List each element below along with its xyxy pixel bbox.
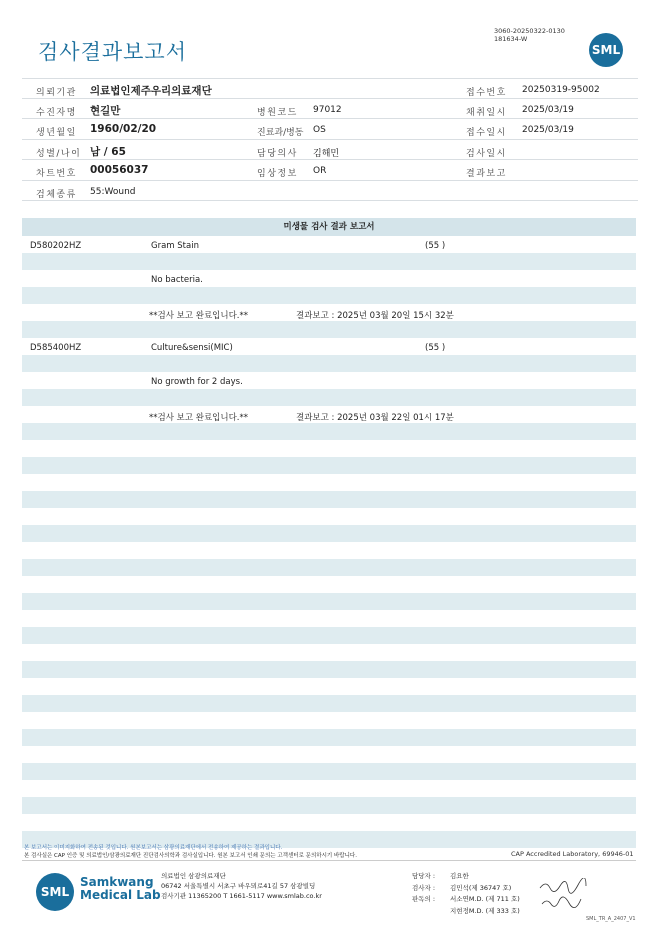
collect-date-label: 채취일시 [466, 107, 507, 118]
row-stripe [22, 627, 636, 644]
test-report-time: 결과보고 : 2025년 03월 22일 01시 17분 [296, 413, 454, 423]
dept: OS [313, 125, 326, 135]
doctor: 김해민 [313, 148, 340, 159]
receipt-date: 2025/03/19 [522, 125, 574, 135]
patient-name: 현길만 [90, 104, 121, 117]
row-stripe [22, 389, 636, 406]
row-stripe [22, 797, 636, 814]
footer-note: 본 보고서는 이미지화하여 전송된 것입니다. 원본보고서는 삼광의료재단에서 전송하여 제공하는 결과입니다. [24, 845, 283, 851]
test-code: D585400HZ [30, 343, 82, 353]
test-specimen: (55 ) [425, 343, 446, 353]
result-report-label: 결과보고 [466, 169, 507, 179]
staff-row [412, 894, 520, 906]
test-name: Culture&sensi(MIC) [151, 343, 233, 353]
info-row [22, 78, 638, 99]
lab-org: 의료법인 삼광의료재단 [161, 872, 226, 880]
sex-age-label: 성별/나이 [36, 148, 82, 159]
row-stripe [22, 423, 636, 440]
row-stripe [22, 729, 636, 746]
row-stripe [22, 491, 636, 508]
row-stripe [22, 457, 636, 474]
sml-logo: SML [589, 33, 623, 67]
row-stripe [22, 525, 636, 542]
form-id: SML_TR_A_2407_V1 [586, 916, 636, 922]
row-stripe [22, 559, 636, 576]
test-complete: **검사 보고 완료입니다.** [149, 311, 249, 321]
requesting-org-label: 의뢰기관 [36, 88, 77, 98]
collect-date: 2025/03/19 [522, 104, 574, 115]
test-complete: **검사 보고 완료입니다.** [149, 413, 249, 423]
test-name: Gram Stain [151, 241, 199, 251]
document-id-line2: 181634-W [494, 35, 528, 43]
test-report-time: 결과보고 : 2025년 03월 20일 15시 32분 [296, 311, 454, 321]
document-id [494, 27, 565, 43]
row-stripe [22, 593, 636, 610]
staff-label: 판독의 : [412, 895, 436, 903]
hospital-code-label: 병원코드 [257, 107, 298, 118]
row-stripe [22, 661, 636, 678]
specimen: 55:Wound [90, 186, 136, 197]
staff-label: 검사자 : [412, 883, 436, 892]
patient-label: 수진자명 [36, 107, 77, 118]
sex-age: 남 / 65 [90, 145, 126, 158]
hospital-code: 97012 [313, 104, 342, 115]
staff-value: 지현정M.D. (제 333 호) [450, 906, 520, 915]
staff-row [412, 883, 520, 895]
specimen-label: 검체종류 [36, 189, 77, 200]
report-title: 검사결과보고서 [38, 40, 188, 64]
row-stripe [22, 253, 636, 270]
info-row [22, 119, 638, 140]
footer-divider [22, 860, 636, 861]
test-result: No bacteria. [151, 275, 203, 285]
staff-value: 김요한 [450, 872, 469, 880]
info-row [22, 99, 638, 120]
lab-street: 06742 서울특별시 서초구 바우뫼로41길 57 삼광빌딩 [161, 882, 316, 890]
clinical-label: 임상정보 [257, 169, 298, 179]
dept-label: 진료과/병동 [257, 128, 304, 138]
staff-row [412, 906, 520, 918]
lab-address [161, 871, 322, 901]
brand-line: Medical Lab [80, 888, 161, 902]
brand-line: Samkwang [80, 875, 154, 889]
staff-row [412, 871, 520, 883]
staff-value: 서소연M.D. (제 711 호) [450, 895, 520, 903]
staff-value: 김민석(제 36747 호) [450, 883, 512, 892]
receipt-date-label: 접수일시 [466, 128, 507, 138]
exam-date-label: 검사일시 [466, 148, 507, 159]
row-stripe [22, 321, 636, 338]
staff-list [412, 871, 520, 917]
dob: 1960/02/20 [90, 123, 157, 135]
brand-name [80, 876, 161, 902]
receipt-no-label: 접수번호 [466, 88, 507, 98]
document-id-line1: 3060-20250322-0130 [494, 27, 565, 35]
doctor-label: 담당의사 [257, 148, 298, 159]
row-stripe [22, 763, 636, 780]
row-stripe [22, 355, 636, 372]
signature-image [538, 878, 588, 910]
row-stripe [22, 695, 636, 712]
footer-note: 본 검사실은 CAP 인증 및 의료법인/삼광의료재단 진단검사의학과 검사실입니다. 원본 보고서 인쇄 문의는 고객센터로 문의하시기 바랍니다. [24, 853, 357, 859]
test-result: No growth for 2 days. [151, 377, 243, 387]
clinical-info: OR [313, 166, 327, 176]
test-specimen: (55 ) [425, 241, 446, 251]
chart-no-label: 차트번호 [36, 169, 77, 179]
staff-label: 담당자 : [412, 872, 436, 880]
dob-label: 생년월일 [36, 128, 77, 138]
test-code: D580202HZ [30, 241, 82, 251]
report-section-header: 미생물 검사 결과 보고서 [22, 218, 636, 236]
info-row [22, 160, 638, 181]
chart-no: 00056037 [90, 164, 149, 176]
info-row [22, 140, 638, 161]
row-stripe [22, 287, 636, 304]
lab-contact: 검사기관 11365200 T 1661-5117 www.smlab.co.kr [161, 892, 322, 900]
sml-logo: SML [36, 873, 74, 911]
info-row [22, 181, 638, 202]
receipt-no: 20250319-95002 [522, 85, 600, 95]
cap-accreditation: CAP Accredited Laboratory, 69946-01 [511, 850, 634, 858]
requesting-org: 의료법인제주우리의료재단 [90, 85, 212, 97]
patient-info-table [22, 78, 638, 201]
